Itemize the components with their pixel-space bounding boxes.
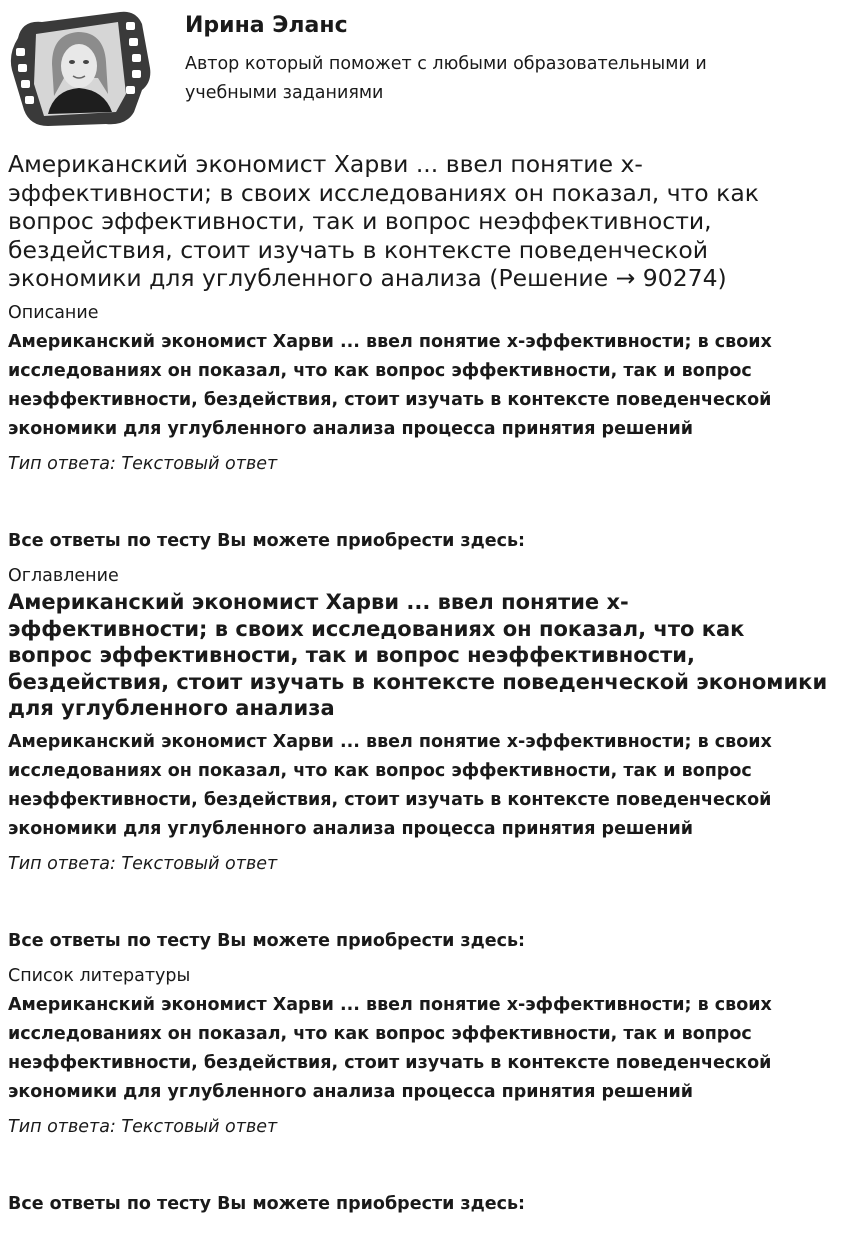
author-avatar: [8, 8, 152, 128]
section-label: Оглавление: [8, 565, 119, 586]
purchase-link[interactable]: Все ответы по тесту Вы можете приобрести здесь:: [8, 530, 526, 551]
purchase-link[interactable]: Все ответы по тесту Вы можете приобрести здесь:: [8, 930, 526, 951]
purchase-link[interactable]: Все ответы по тесту Вы можете приобрести здесь:: [8, 1193, 526, 1214]
answer-type: Тип ответа: Текстовый ответ: [8, 1116, 278, 1137]
answer-type: Тип ответа: Текстовый ответ: [8, 853, 278, 874]
contents-heading: Американский экономист Харви ... ввел понятие x-эффективности; в своих исследованиях он показал, что как вопрос эффективности, так и вопрос неэффективности, бездействия, стоит изучать в контексте поведенческой экономики для углубленного анализа: [8, 589, 828, 721]
section-label: Описание: [8, 302, 99, 323]
author-description: Автор который поможет с любыми образовательными и учебными заданиями: [185, 54, 707, 103]
contents-text: Американский экономист Харви ... ввел понятие x-эффективности; в своих исследованиях он показал, что как вопрос эффективности, так и вопрос неэффективности, бездействия, стоит изучать в контексте поведенческой экономики для углубленного анализа процесса принятия решений: [8, 731, 772, 839]
section-contents: [8, 564, 840, 956]
references-text: Американский экономист Харви ... ввел понятие x-эффективности; в своих исследованиях он показал, что как вопрос эффективности, так и вопрос неэффективности, бездействия, стоит изучать в контексте поведенческой экономики для углубленного анализа процесса принятия решений: [8, 994, 772, 1102]
description-text: Американский экономист Харви ... ввел понятие x-эффективности; в своих исследованиях он показал, что как вопрос эффективности, так и вопрос неэффективности, бездействия, стоит изучать в контексте поведенческой экономики для углубленного анализа процесса принятия решений: [8, 331, 772, 439]
section-label: Список литературы: [8, 965, 191, 986]
author-card: [8, 8, 838, 128]
page-title: Американский экономист Харви ... ввел понятие x-эффективности; в своих исследованиях он показал, что как вопрос эффективности, так и вопрос неэффективности, бездействия, стоит изучать в контексте поведенческой экономики для углубленного анализа (Решение → 90274): [8, 150, 759, 293]
section-description: [8, 301, 840, 556]
portrait-face: [61, 44, 97, 88]
section-references: [8, 964, 840, 1219]
answer-type: Тип ответа: Текстовый ответ: [8, 453, 278, 474]
main-content: [8, 150, 840, 1219]
author-name: Ирина Эланс: [185, 13, 348, 38]
